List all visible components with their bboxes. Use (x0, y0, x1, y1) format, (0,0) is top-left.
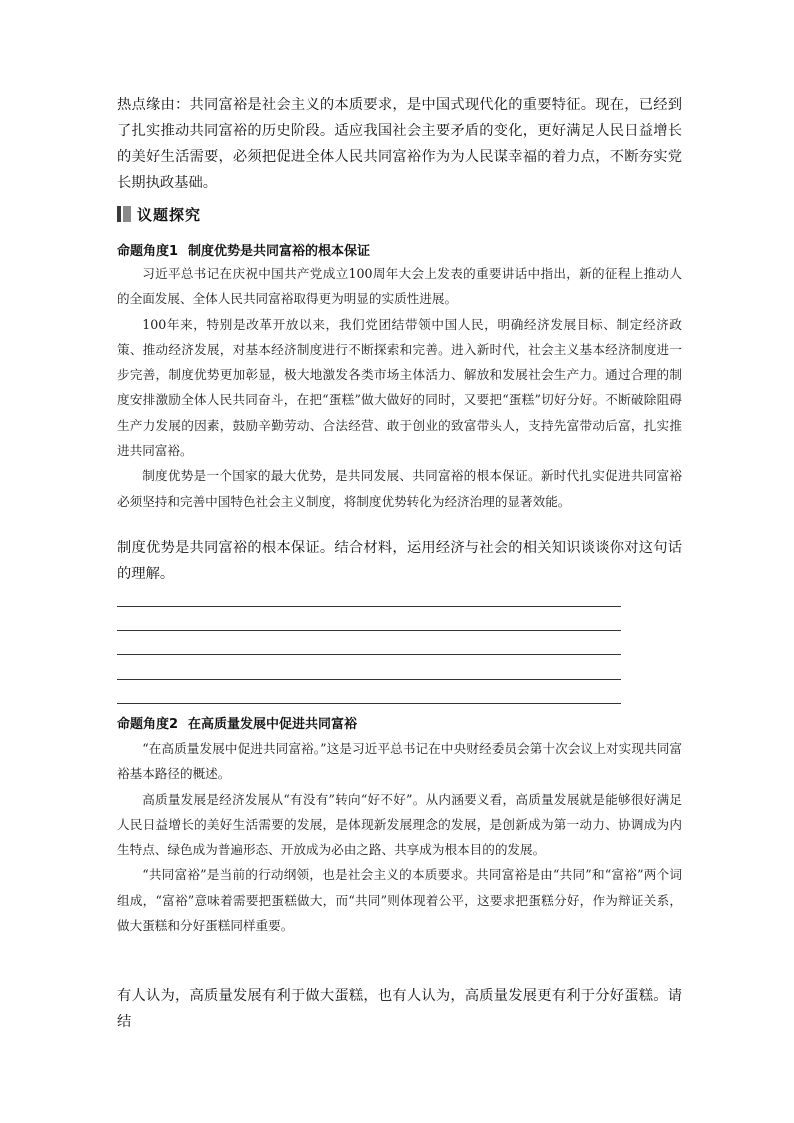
angle2-paragraph: “在高质量发展中促进共同富裕。”这是习近平总书记在中央财经委员会第十次会议上对实现共同富裕基本路径的概述。 (117, 741, 682, 782)
section-bar-icon (117, 206, 131, 222)
section-title: 议题探究 (137, 205, 202, 224)
answer-line[interactable] (117, 654, 621, 655)
angle2-title: 在高质量发展中促进共同富裕 (188, 717, 358, 732)
hotspot-paragraph (117, 92, 682, 196)
section-heading (117, 203, 201, 225)
answer-line[interactable] (117, 703, 621, 704)
angle1-heading (117, 240, 370, 259)
angle1-material (117, 261, 682, 514)
hotspot-label: 热点缘由： (117, 97, 190, 113)
angle2-paragraph: “共同富裕”是当前的行动纲领，也是社会主义的本质要求。共同富裕是由“共同”和“富裕”两个词组成，“富裕”意味着需要把蛋糕做大，而“共同”则体现着公平，这要求把蛋糕分好，作为辩证关系，做大蛋糕和分好蛋糕同样重要。 (117, 867, 682, 934)
angle1-number: 命题角度1 (117, 244, 179, 259)
answer-line[interactable] (117, 630, 621, 631)
answer-line[interactable] (117, 606, 621, 607)
angle1-question: 制度优势是共同富裕的根本保证。结合材料，运用经济与社会的相关知识谈谈你对这句话的理解。 (117, 540, 682, 582)
angle1-paragraph: 制度优势是一个国家的最大优势，是共同发展、共同富裕的根本保证。新时代扎实促进共同富裕必须坚持和完善中国特色社会主义制度，将制度优势转化为经济治理的显著效能。 (117, 468, 682, 509)
angle1-paragraph: 习近平总书记在庆祝中国共产党成立100周年大会上发表的重要讲话中指出，新的征程上推动人的全面发展、全体人民共同富裕取得更为明显的实质性进展。 (117, 266, 682, 307)
angle2-heading (117, 713, 357, 732)
answer-line[interactable] (117, 679, 621, 680)
angle2-material (117, 736, 682, 938)
angle1-title: 制度优势是共同富裕的根本保证 (188, 244, 371, 259)
angle2-question: 有人认为，高质量发展有利于做大蛋糕，也有人认为，高质量发展更有利于分好蛋糕。请结 (117, 988, 682, 1030)
angle1-paragraph: 100年来，特别是改革开放以来，我们党团结带领中国人民，明确经济发展目标、制定经济政策、推动经济发展，对基本经济制度进行不断探索和完善。进入新时代，社会主义基本经济制度进一步完善，制度优势更加彰显，极大地激发各类市场主体活力、解放和发展社会生产力。通过合理的制度安排激励全体人民共同奋斗，在把“蛋糕”做大做好的同时，又要把“蛋糕”切好分好。不断破除阻碍生产力发展的因素，鼓励辛勤劳动、合法经营、敢于创业的致富带头人，支持先富带动后富，扎实推进共同富裕。 (117, 316, 682, 459)
angle2-number: 命题角度2 (117, 717, 179, 732)
angle2-paragraph: 高质量发展是经济发展从“有没有”转向“好不好”。从内涵要义看，高质量发展就是能够很好满足人民日益增长的美好生活需要的发展，是体现新发展理念的发展，是创新成为第一动力、协调成为内生特点、绿色成为普遍形态、开放成为必由之路、共享成为根本目的的发展。 (117, 791, 682, 858)
hotspot-text: 共同富裕是社会主义的本质要求，是中国式现代化的重要特征。现在，已经到了扎实推动共同富裕的历史阶段。适应我国社会主要矛盾的变化，更好满足人民日益增长的美好生活需要，必须把促进全体人民共同富裕作为为人民谋幸福的着力点，不断夯实党长期执政基础。 (117, 97, 683, 191)
